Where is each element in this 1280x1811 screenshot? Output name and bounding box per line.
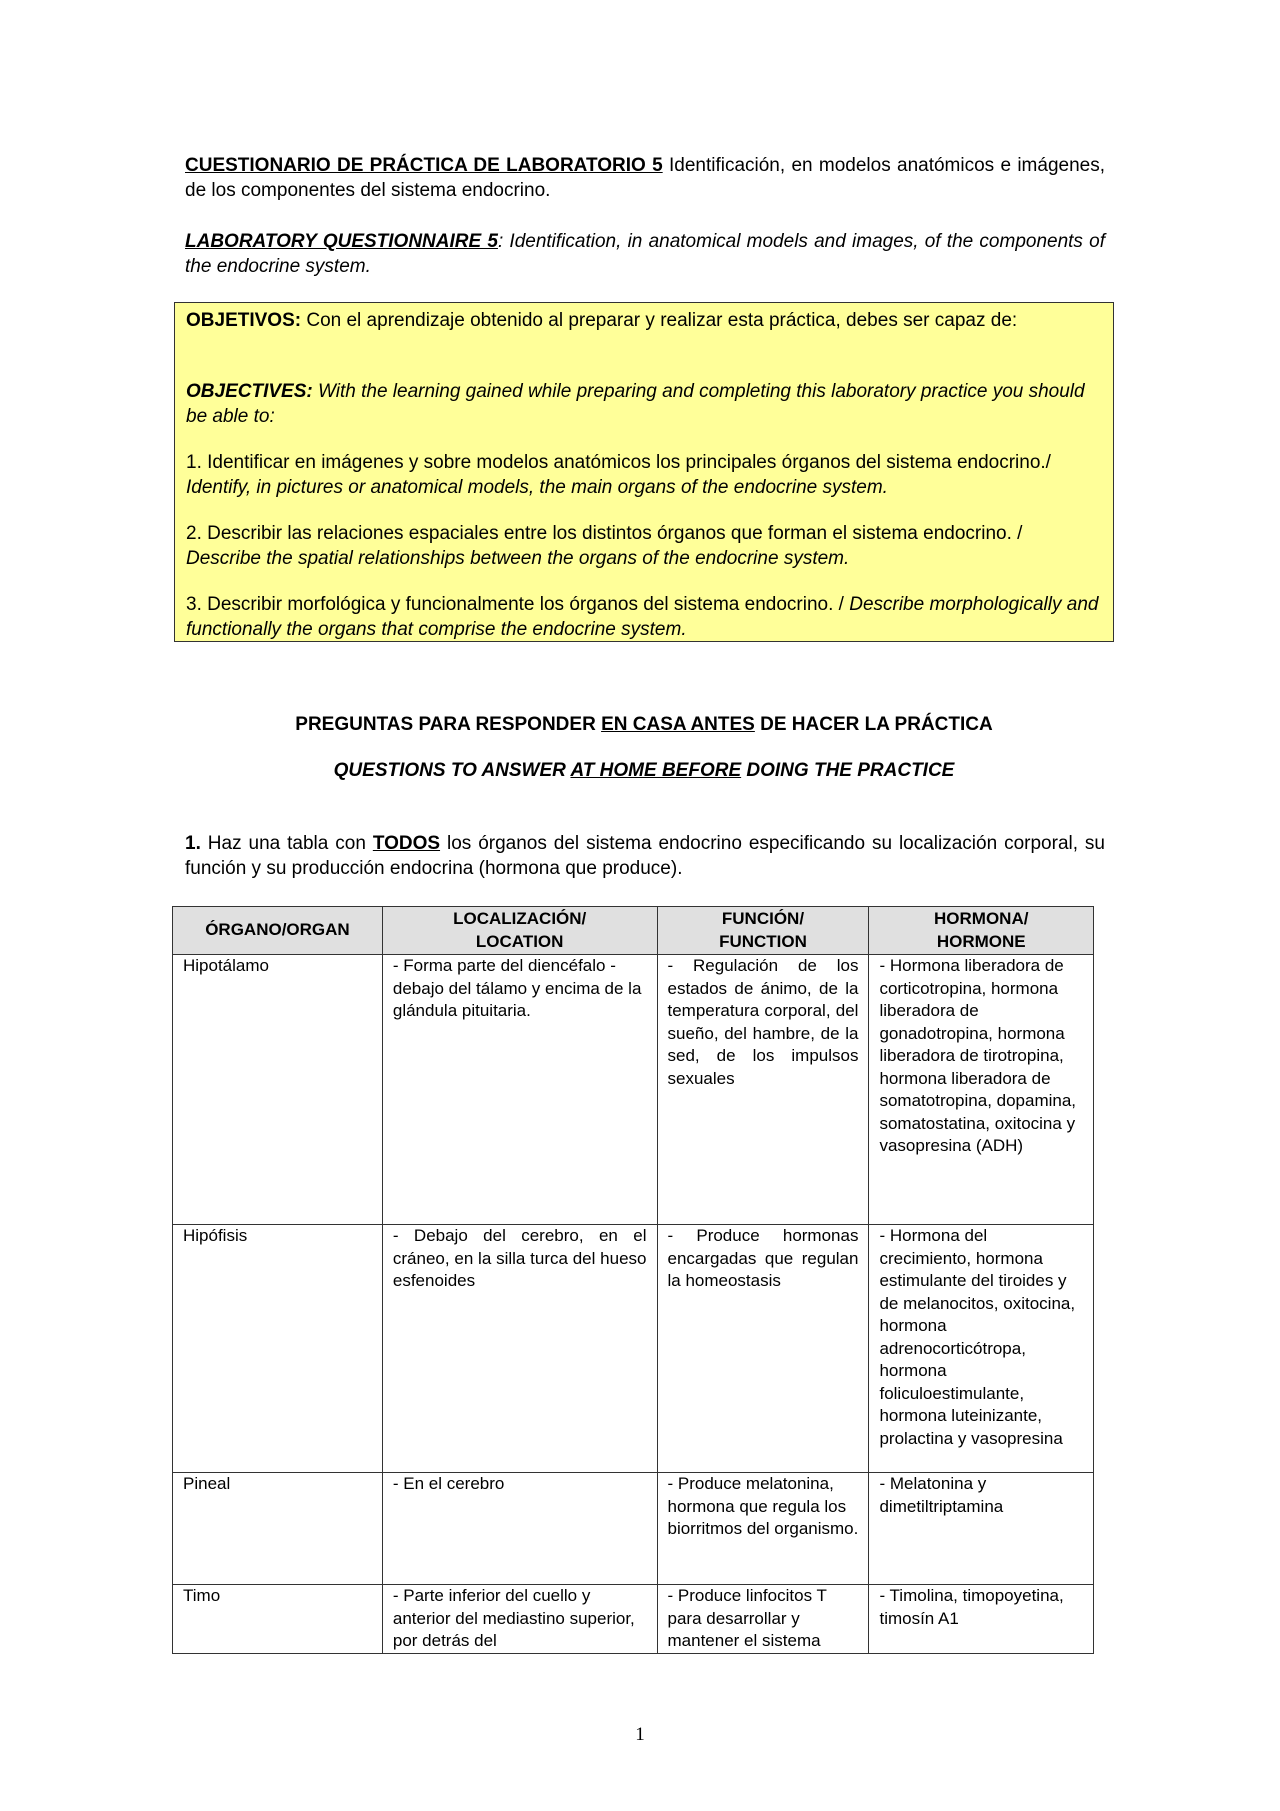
header-hormone-line-1: HORMONA/ bbox=[934, 909, 1029, 928]
table-row bbox=[173, 1585, 1094, 1654]
cell-hormone: - Timolina, timopoyetina, timosín A1 bbox=[869, 1585, 1094, 1654]
table-header-row bbox=[173, 907, 1094, 955]
cell-location: - Debajo del cerebro, en el cráneo, en la silla turca del hueso esfenoides bbox=[382, 1225, 657, 1473]
objectives-english-text: With the learning gained while preparing and completing this laboratory practice you should be able to: bbox=[186, 381, 1085, 427]
objective-item-1-en: Identify, in pictures or anatomical models, the main organs of the endocrine system. bbox=[186, 477, 888, 498]
cell-organ: Timo bbox=[173, 1585, 383, 1654]
header-organ: ÓRGANO/ORGAN bbox=[173, 907, 383, 955]
cell-organ: Hipotálamo bbox=[173, 955, 383, 1225]
header-function bbox=[657, 907, 869, 955]
cell-organ: Pineal bbox=[173, 1473, 383, 1585]
cell-function: - Produce melatonina, hormona que regula los biorritmos del organismo. bbox=[657, 1473, 869, 1585]
header-location-line-1: LOCALIZACIÓN/ bbox=[453, 909, 587, 928]
question-1-number: 1. bbox=[185, 833, 201, 854]
cell-function: - Regulación de los estados de ánimo, de la temperatura corporal, del sueño, del hambre, de la sed, de los impulsos sexuales bbox=[657, 955, 869, 1225]
header-location-line-2: LOCATION bbox=[475, 931, 564, 951]
cell-location: - Parte inferior del cuello y anterior del mediastino superior, por detrás del bbox=[382, 1585, 657, 1654]
cell-organ: Hipófisis bbox=[173, 1225, 383, 1473]
objectives-english bbox=[186, 379, 1101, 429]
section-heading-english-pre: QUESTIONS TO ANSWER bbox=[333, 760, 571, 781]
objectives-spanish-label: OBJETIVOS: bbox=[186, 310, 302, 331]
objectives-english-label: OBJECTIVES: bbox=[186, 381, 313, 402]
objective-item-1-es: 1. Identificar en imágenes y sobre modelos anatómicos los principales órganos del sistema endocrino./ bbox=[186, 452, 1051, 473]
cell-location: - Forma parte del diencéfalo - debajo del tálamo y encima de la glándula pituitaria. bbox=[382, 955, 657, 1225]
cell-function: - Produce linfocitos T para desarrollar y mantener el sistema bbox=[657, 1585, 869, 1654]
title-spanish-text: Identificación, en modelos anatómicos e imágenes, de los componentes del sistema endocrino. bbox=[185, 155, 1105, 201]
section-heading-english-post: DOING THE PRACTICE bbox=[741, 760, 955, 781]
title-spanish bbox=[185, 153, 1105, 203]
section-heading-spanish-pre: PREGUNTAS PARA RESPONDER bbox=[295, 714, 602, 735]
endocrine-organs-table bbox=[172, 906, 1094, 1654]
title-english-text: : Identification, in anatomical models and images, of the components of the endocrine system. bbox=[185, 231, 1105, 277]
header-location bbox=[382, 907, 657, 955]
objective-item-3 bbox=[186, 592, 1101, 642]
objective-item-2-es: 2. Describir las relaciones espaciales entre los distintos órganos que forman el sistema endocrino. / bbox=[186, 523, 1023, 544]
header-function-line-2: FUNCTION bbox=[719, 931, 807, 951]
table-row bbox=[173, 955, 1094, 1225]
table-row bbox=[173, 1225, 1094, 1473]
objective-item-3-en: Describe morphologically and functionally the organs that comprise the endocrine system. bbox=[186, 594, 1099, 640]
header-hormone-line-2: HORMONE bbox=[936, 931, 1026, 951]
section-heading-english-underlined: AT HOME BEFORE bbox=[570, 760, 742, 781]
objective-item-2 bbox=[186, 521, 1101, 571]
cell-hormone: - Hormona liberadora de corticotropina, hormona liberadora de gonadotropina, hormona liberadora de tirotropina, hormona liberadora de somatotropina, dopamina, somatostatina, oxitocina y vasopresina (ADH) bbox=[869, 955, 1094, 1225]
section-heading-spanish-underlined: EN CASA ANTES bbox=[601, 714, 755, 735]
question-1-post: los órganos del sistema endocrino especificando su localización corporal, su función y su producción endocrina (hormona que produce). bbox=[185, 833, 1106, 879]
section-heading-spanish-post: DE HACER LA PRÁCTICA bbox=[754, 714, 993, 735]
cell-hormone: - Melatonina y dimetiltriptamina bbox=[869, 1473, 1094, 1585]
objectives-box bbox=[174, 302, 1114, 642]
objectives-spanish bbox=[186, 308, 1101, 333]
header-function-line-1: FUNCIÓN/ bbox=[721, 909, 805, 928]
cell-function: - Produce hormonas encargadas que regulan la homeostasis bbox=[657, 1225, 869, 1473]
objectives-spanish-text: Con el aprendizaje obtenido al preparar y realizar esta práctica, debes ser capaz de: bbox=[301, 310, 1018, 331]
header-hormone bbox=[869, 907, 1094, 955]
section-heading-spanish bbox=[174, 714, 1114, 736]
table-row bbox=[173, 1473, 1094, 1585]
title-spanish-heading: CUESTIONARIO DE PRÁCTICA DE LABORATORIO 5 bbox=[185, 155, 663, 176]
title-english bbox=[185, 229, 1105, 279]
objective-item-1 bbox=[186, 450, 1101, 500]
objective-item-2-en: Describe the spatial relationships between the organs of the endocrine system. bbox=[186, 548, 850, 569]
cell-hormone: - Hormona del crecimiento, hormona estimulante del tiroides y de melanocitos, oxitocina, hormona adrenocorticótropa, hormona foliculoestimulante, hormona luteinizante, prolactina y vasopresina bbox=[869, 1225, 1094, 1473]
page-number: 1 bbox=[635, 1724, 645, 1745]
question-1-pre: Haz una tabla con bbox=[200, 833, 373, 854]
question-1-emphasis: TODOS bbox=[372, 833, 441, 854]
objective-item-3-es: 3. Describir morfológica y funcionalmente los órganos del sistema endocrino. / bbox=[186, 594, 850, 615]
section-heading-english bbox=[174, 760, 1114, 782]
question-1 bbox=[185, 831, 1105, 881]
cell-location: - En el cerebro bbox=[382, 1473, 657, 1585]
title-english-heading: LABORATORY QUESTIONNAIRE 5 bbox=[185, 231, 498, 252]
